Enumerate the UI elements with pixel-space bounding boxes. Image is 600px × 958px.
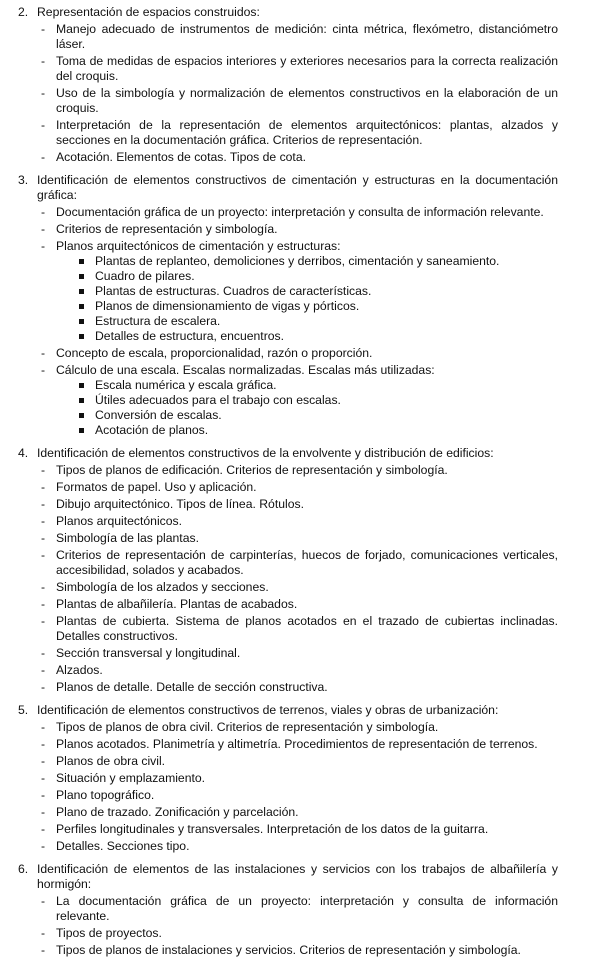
dash-marker: - xyxy=(41,614,46,628)
item-text: Simbología de los alzados y secciones. xyxy=(56,580,269,594)
item-text: Plano topográfico. xyxy=(56,788,155,802)
list-item xyxy=(37,597,558,612)
item-text: Tipos de planos de obra civil. Criterios de representación y simbología. xyxy=(56,720,439,734)
item-text: Alzados. xyxy=(56,663,103,677)
square-bullet-icon xyxy=(79,304,84,309)
item-text: Sección transversal y longitudinal. xyxy=(56,646,241,660)
item-text: Criterios de representación y simbología. xyxy=(56,222,278,236)
section-title: Identificación de elementos constructivos de cimentación y estructuras en la documentación gráfica: xyxy=(37,173,558,202)
section-number: 4. xyxy=(18,446,29,460)
list-item xyxy=(37,205,558,220)
item-text: Plantas de albañilería. Plantas de acabados. xyxy=(56,597,298,611)
section-body xyxy=(37,173,558,438)
list-item xyxy=(37,54,558,84)
dash-marker: - xyxy=(41,514,46,528)
dash-marker: - xyxy=(41,54,46,68)
section xyxy=(18,862,558,958)
sub-item-text: Conversión de escalas. xyxy=(95,408,222,422)
list-item xyxy=(37,346,558,361)
item-text: La documentación gráfica de un proyecto: interpretación y consulta de información relevante. xyxy=(56,894,558,923)
item-text: Tipos de planos de edificación. Criterios de representación y simbología. xyxy=(56,463,448,477)
item-text: Criterios de representación de carpinterías, huecos de forjado, comunicaciones verticales, accesibilidad, solados y acabados. xyxy=(56,548,558,577)
square-bullet-icon xyxy=(79,398,84,403)
sub-list-item xyxy=(56,408,558,423)
item-text: Situación y emplazamiento. xyxy=(56,771,206,785)
dash-marker: - xyxy=(41,363,46,377)
dash-marker: - xyxy=(41,788,46,802)
item-text: Plano de trazado. Zonificación y parcelación. xyxy=(56,805,299,819)
list-item xyxy=(37,822,558,837)
dash-marker: - xyxy=(41,646,46,660)
dash-marker: - xyxy=(41,737,46,751)
list-item xyxy=(37,926,558,941)
item-text: Tipos de proyectos. xyxy=(56,926,162,940)
dash-marker: - xyxy=(41,118,46,132)
item-text: Planos arquitectónicos de cimentación y estructuras: xyxy=(56,239,341,253)
sub-item-text: Cuadro de pilares. xyxy=(95,269,195,283)
list-item xyxy=(37,548,558,578)
dash-marker: - xyxy=(41,346,46,360)
sub-item-text: Plantas de replanteo, demoliciones y derribos, cimentación y saneamiento. xyxy=(95,254,500,268)
item-text: Planos de detalle. Detalle de sección constructiva. xyxy=(56,680,328,694)
item-text: Detalles. Secciones tipo. xyxy=(56,839,190,853)
item-text: Acotación. Elementos de cotas. Tipos de cota. xyxy=(56,150,306,164)
dash-marker: - xyxy=(41,680,46,694)
section-title: Identificación de elementos constructivos de terrenos, viales y obras de urbanización: xyxy=(37,703,499,717)
dash-marker: - xyxy=(41,239,46,253)
dash-marker: - xyxy=(41,463,46,477)
square-bullet-icon xyxy=(79,383,84,388)
list-item xyxy=(37,805,558,820)
list-item xyxy=(37,363,558,438)
dash-marker: - xyxy=(41,205,46,219)
dash-marker: - xyxy=(41,926,46,940)
item-text: Interpretación de la representación de elementos arquitectónicos: plantas, alzados y secciones en la documentación gráfica. Criterios de representación. xyxy=(56,118,558,147)
section xyxy=(18,703,558,854)
list-item xyxy=(37,222,558,237)
list-item xyxy=(37,531,558,546)
item-text: Planos de obra civil. xyxy=(56,754,166,768)
sub-item-text: Estructura de escalera. xyxy=(95,314,221,328)
sub-list-item xyxy=(56,329,558,344)
list-item xyxy=(37,680,558,695)
section-body xyxy=(37,862,558,958)
dash-marker: - xyxy=(41,22,46,36)
sub-item-text: Plantas de estructuras. Cuadros de características. xyxy=(95,284,372,298)
list-item xyxy=(37,894,558,924)
item-text: Tipos de planos de instalaciones y servicios. Criterios de representación y simbología. xyxy=(56,943,521,957)
sub-item-text: Escala numérica y escala gráfica. xyxy=(95,378,277,392)
dash-marker: - xyxy=(41,580,46,594)
list-item xyxy=(37,754,558,769)
dash-marker: - xyxy=(41,548,46,562)
dash-marker: - xyxy=(41,894,46,908)
list-item xyxy=(37,86,558,116)
dash-marker: - xyxy=(41,839,46,853)
item-list xyxy=(37,720,558,854)
list-item xyxy=(37,22,558,52)
dash-marker: - xyxy=(41,754,46,768)
item-text: Plantas de cubierta. Sistema de planos acotados en el trazado de cubiertas inclinadas. Detalles constructivos. xyxy=(56,614,558,643)
dash-marker: - xyxy=(41,771,46,785)
dash-marker: - xyxy=(41,805,46,819)
sub-item-text: Planos de dimensionamiento de vigas y pórticos. xyxy=(95,299,360,313)
section-body xyxy=(37,446,558,695)
sub-list-item xyxy=(56,314,558,329)
dash-marker: - xyxy=(41,86,46,100)
item-list xyxy=(37,894,558,958)
dash-marker: - xyxy=(41,531,46,545)
list-item xyxy=(37,514,558,529)
item-text: Planos arquitectónicos. xyxy=(56,514,183,528)
section-body xyxy=(37,5,558,165)
list-item xyxy=(37,771,558,786)
square-bullet-icon xyxy=(79,428,84,433)
sub-list-item xyxy=(56,269,558,284)
list-item xyxy=(37,720,558,735)
sub-item-text: Acotación de planos. xyxy=(95,423,209,437)
section-number: 2. xyxy=(18,5,29,19)
item-text: Toma de medidas de espacios interiores y exteriores necesarios para la correcta realización del croquis. xyxy=(56,54,558,83)
sub-item-list xyxy=(56,378,558,438)
item-list xyxy=(37,463,558,695)
section-number: 3. xyxy=(18,173,29,187)
list-item xyxy=(37,737,558,752)
dash-marker: - xyxy=(41,150,46,164)
item-text: Formatos de papel. Uso y aplicación. xyxy=(56,480,257,494)
section-title: Identificación de elementos de las instalaciones y servicios con los trabajos de albañilería y hormigón: xyxy=(37,862,558,891)
dash-marker: - xyxy=(41,497,46,511)
sub-item-text: Útiles adecuados para el trabajo con escalas. xyxy=(95,393,341,407)
square-bullet-icon xyxy=(79,334,84,339)
section-number: 5. xyxy=(18,703,29,717)
list-item xyxy=(37,150,558,165)
section-number: 6. xyxy=(18,862,29,876)
square-bullet-icon xyxy=(79,274,84,279)
item-text: Dibujo arquitectónico. Tipos de línea. Rótulos. xyxy=(56,497,304,511)
sub-item-list xyxy=(56,254,558,344)
square-bullet-icon xyxy=(79,319,84,324)
list-item xyxy=(37,839,558,854)
item-text: Perfiles longitudinales y transversales. Interpretación de los datos de la guitarra. xyxy=(56,822,489,836)
sub-list-item xyxy=(56,284,558,299)
item-text: Uso de la simbología y normalización de elementos constructivos en la elaboración de un croquis. xyxy=(56,86,558,115)
sub-list-item xyxy=(56,254,558,269)
list-item xyxy=(37,497,558,512)
dash-marker: - xyxy=(41,597,46,611)
item-list xyxy=(37,22,558,165)
square-bullet-icon xyxy=(79,259,84,264)
dash-marker: - xyxy=(41,822,46,836)
dash-marker: - xyxy=(41,480,46,494)
sub-list-item xyxy=(56,393,558,408)
list-item xyxy=(37,480,558,495)
item-text: Cálculo de una escala. Escalas normalizadas. Escalas más utilizadas: xyxy=(56,363,435,377)
section xyxy=(18,446,558,695)
list-item xyxy=(37,646,558,661)
list-item xyxy=(37,463,558,478)
section-title: Identificación de elementos constructivos de la envolvente y distribución de edificios: xyxy=(37,446,494,460)
list-item xyxy=(37,663,558,678)
dash-marker: - xyxy=(41,663,46,677)
item-text: Concepto de escala, proporcionalidad, razón o proporción. xyxy=(56,346,373,360)
list-item xyxy=(37,788,558,803)
section xyxy=(18,173,558,438)
section xyxy=(18,5,558,165)
square-bullet-icon xyxy=(79,413,84,418)
square-bullet-icon xyxy=(79,289,84,294)
sub-item-text: Detalles de estructura, encuentros. xyxy=(95,329,285,343)
item-text: Planos acotados. Planimetría y altimetría. Procedimientos de representación de terrenos. xyxy=(56,737,538,751)
section-body xyxy=(37,703,558,854)
item-list xyxy=(37,205,558,438)
dash-marker: - xyxy=(41,720,46,734)
sub-list-item xyxy=(56,423,558,438)
dash-marker: - xyxy=(41,222,46,236)
list-item xyxy=(37,118,558,148)
item-text: Manejo adecuado de instrumentos de medición: cinta métrica, flexómetro, distanciómetro láser. xyxy=(56,22,558,51)
item-text: Documentación gráfica de un proyecto: interpretación y consulta de información relevante. xyxy=(56,205,544,219)
item-text: Simbología de las plantas. xyxy=(56,531,199,545)
list-item xyxy=(37,239,558,344)
dash-marker: - xyxy=(41,943,46,957)
list-item xyxy=(37,614,558,644)
sub-list-item xyxy=(56,378,558,393)
sub-list-item xyxy=(56,299,558,314)
section-title: Representación de espacios construidos: xyxy=(37,5,260,19)
list-item xyxy=(37,580,558,595)
